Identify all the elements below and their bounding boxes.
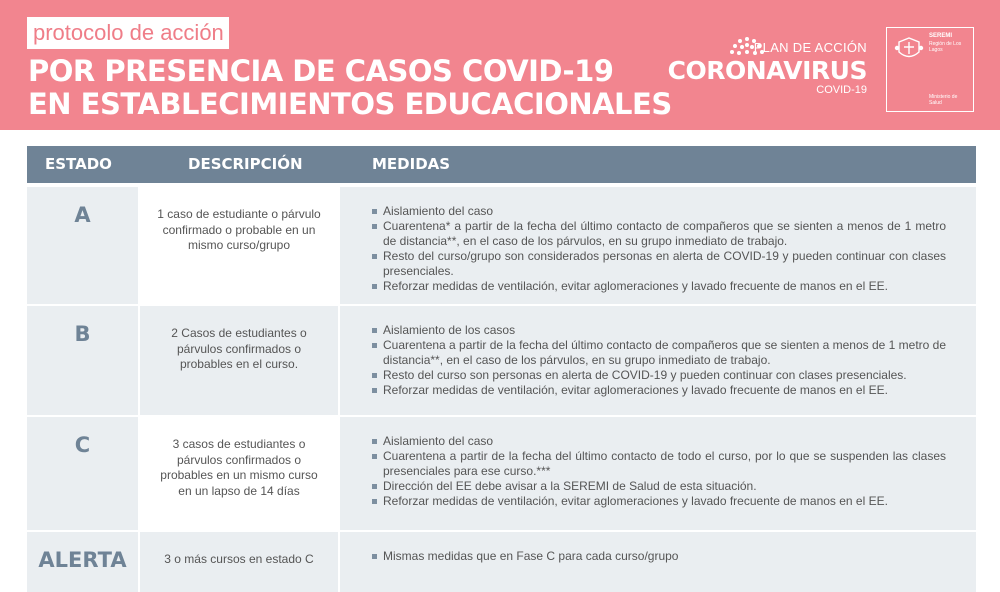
- description-cell: 2 Casos de estudiantes o párvulos confirmados o probables en el curso.: [140, 306, 338, 415]
- measure-item: Aislamiento del caso: [372, 434, 946, 449]
- plan-subtitle: COVID-19: [816, 84, 867, 96]
- state-cell: ALERTA: [27, 532, 138, 592]
- header-descripcion: DESCRIPCIÓN: [188, 155, 303, 173]
- measure-item: Reforzar medidas de ventilación, evitar aglomeraciones y lavado frecuente de manos en el EE.: [372, 279, 946, 294]
- header-medidas: MEDIDAS: [372, 155, 451, 173]
- measure-item: Reforzar medidas de ventilación, evitar aglomeraciones y lavado frecuente de manos en el EE.: [372, 383, 946, 398]
- table-header: [27, 146, 976, 183]
- description-cell: 3 casos de estudiantes o párvulos confirmados o probables en un mismo curso en un lapso de 14 días: [140, 417, 338, 530]
- measure-item: Reforzar medidas de ventilación, evitar aglomeraciones y lavado frecuente de manos en el EE.: [372, 494, 946, 509]
- measure-item: Cuarentena* a partir de la fecha del último contacto de compañeros que se sienten a menos de 1 metro de distancia**, en el caso de los párvulos, en su grupo inmediato de trabajo.: [372, 219, 946, 249]
- ministry-label: Ministerio de Salud: [929, 94, 958, 106]
- measures-cell: [340, 417, 976, 530]
- description-cell: 3 o más cursos en estado C: [140, 532, 338, 592]
- measure-item: Mismas medidas que en Fase C para cada curso/grupo: [372, 549, 946, 564]
- state-cell: B: [27, 306, 138, 415]
- state-cell: C: [27, 417, 138, 530]
- seremi-title: SEREMI: [929, 33, 953, 39]
- plan-title: CORONAVIRUS: [667, 56, 867, 85]
- title-line-2: EN ESTABLECIMIENTOS EDUCACIONALES: [28, 87, 672, 121]
- measure-item: Cuarentena a partir de la fecha del último contacto de compañeros que se sienten a menos de 1 metro de distancia**, en el caso de los párvulos, en su grupo inmediato de trabajo.: [372, 338, 946, 368]
- title-line-1: POR PRESENCIA DE CASOS COVID-19: [28, 54, 614, 88]
- chile-crest-icon: [893, 34, 925, 64]
- measures-cell: [340, 306, 976, 415]
- page-title: [28, 55, 672, 121]
- seremi-logo: [886, 27, 974, 112]
- measure-item: Dirección del EE debe avisar a la SEREMI de Salud de esta situación.: [372, 479, 946, 494]
- header-banner: [0, 0, 1000, 130]
- measure-item: Resto del curso/grupo son considerados personas en alerta de COVID-19 y pueden continuar con clases presenciales.: [372, 249, 946, 279]
- measure-item: Aislamiento del caso: [372, 204, 946, 219]
- state-cell: A: [27, 187, 138, 304]
- header-estado: ESTADO: [45, 155, 112, 173]
- table-row: [27, 417, 976, 530]
- measure-item: Aislamiento de los casos: [372, 323, 946, 338]
- measure-item: Cuarentena a partir de la fecha del último contacto de todo el curso, por lo que se suspenden las clases presenciales para ese curso.***: [372, 449, 946, 479]
- measures-cell: [340, 532, 976, 592]
- measure-item: Resto del curso son personas en alerta de COVID-19 y pueden continuar con clases presenciales.: [372, 368, 946, 383]
- table-row: [27, 532, 976, 592]
- protocol-tag: protocolo de acción: [27, 17, 229, 49]
- plan-label: PLAN DE ACCIÓN: [753, 40, 867, 55]
- table-row: [27, 306, 976, 415]
- seremi-region: Región de Los Lagos: [929, 41, 962, 53]
- description-cell: 1 caso de estudiante o párvulo confirmado o probable en un mismo curso/grupo: [140, 187, 338, 304]
- measures-cell: [340, 187, 976, 304]
- table-row: [27, 187, 976, 304]
